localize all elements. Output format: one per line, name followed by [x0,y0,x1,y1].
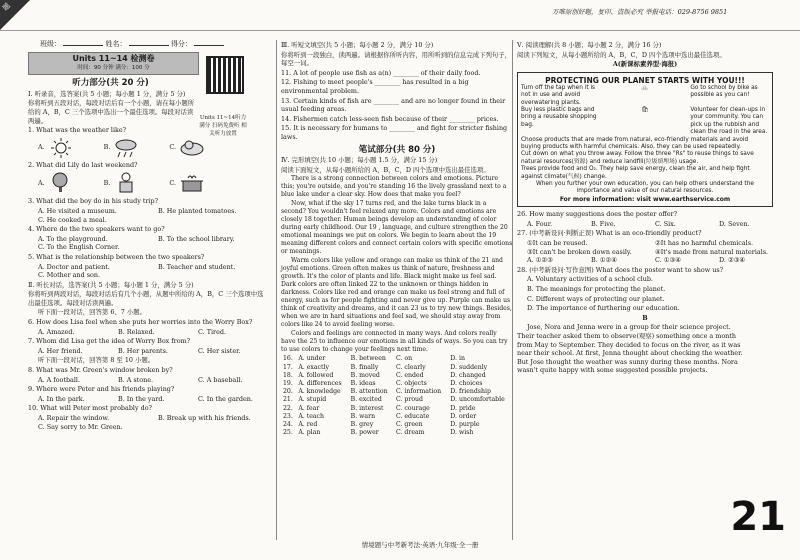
option[interactable]: A. knowledge [298,388,341,396]
cloze-option-row [281,380,513,388]
statement: ④It's made from natural materials. [655,247,769,256]
passage-a-label: A(新课标素养型·海报) [612,60,678,69]
cloze-paragraph: There is a strong connection between colors and emotions. Picture this; you're outside, and you're standing 16 the lively grassland next to a blue lake under a clear sky. How does that make you feel? [281,175,507,199]
option[interactable]: C. courage [395,404,430,412]
option[interactable]: B. The meanings for protecting the planet. [527,285,666,294]
top-bar [0,0,800,31]
option[interactable]: B. attention [350,388,388,396]
question-number: 23. [283,412,293,420]
option[interactable]: A. under [298,355,326,363]
question-number: 17. [283,363,293,371]
question-4-options [38,235,268,244]
tip-tap: Turn off the tap when it is not in use and avoid overwatering plants. [521,84,596,106]
question-2-pictures [38,172,268,194]
option-b-rain[interactable]: B. [104,138,140,158]
cloze-option-row [281,396,513,404]
question-6-options [38,328,268,337]
option[interactable]: C. proud [395,396,423,404]
question-number: 21. [283,396,293,404]
option[interactable]: C. Different ways of protecting our planet. [527,294,665,303]
question-7-options [38,347,268,356]
question-15: 15. It is necessary for humans to ________ and fight for stricter fishing laws. [281,124,508,141]
question-9: 9. Where were Peter and his friends playing? [28,385,175,394]
option[interactable]: C. He cooked a meal. [38,215,107,224]
cloze-option-row [281,372,513,380]
poster-row [521,85,769,107]
question-6: 6. How does Lisa feel when she puts her worries into the Worry Box? [28,318,253,327]
option[interactable]: A. Doctor and patient. [38,262,110,271]
option[interactable]: B. interest [350,404,384,412]
cooking-pot-icon [179,172,205,194]
option[interactable]: B. moved [350,371,380,379]
option-c-cooking[interactable]: C. [169,172,205,194]
section-2-sub1: 听下面一段对话，回答第 6、7 小题。 [38,308,147,317]
poster-title: PROTECTING OUR PLANET STARTS WITH YOU!!! [545,75,745,85]
option[interactable]: C. dream [395,429,425,437]
tip-trees: Trees provide food and O₂. They help save energy, clean the air, and help fight against climate(气候) change. [521,166,750,180]
question-27-statements [527,239,773,248]
question-14: 14. Fishermen catch less-seen fish because of their ________ prices. [281,114,499,123]
tip-education: When you further your own education, you can help others understand the importance and value of our natural resources. [536,181,754,195]
option[interactable]: B. Five. [591,219,616,228]
question-3-options [38,207,268,216]
question-1-pictures [38,138,268,158]
statement: ①It can be reused. [527,239,588,248]
section-3-title: Ⅲ. 听短文填空(共 5 小题；每小题 2 分，满分 10 分) [281,41,434,49]
page-number: 21 [730,494,786,540]
option[interactable]: B. A stone. [118,375,154,384]
option[interactable]: A. Four. [527,219,553,228]
option[interactable]: D. changed [450,371,486,379]
option[interactable]: B. In the yard. [118,394,165,403]
cloze-options-table [281,355,513,437]
question-number: 16. [283,355,293,363]
option[interactable]: A. He visited a museum. [38,206,117,215]
option[interactable]: D. friendship [450,388,491,396]
question-10-options-row2 [38,423,268,432]
option[interactable]: B. Relaxed. [118,327,155,336]
option[interactable]: C. objects [395,379,427,387]
tip-bags: Buy less plastic bags and bring a reusable shopping bag. [521,107,597,128]
plant-tree-icon [48,172,74,194]
question-28: 28. (中考新设问·写作意图) What does the poster want to show us? [517,265,724,274]
cloze-option-row [281,388,513,396]
question-3-options-row2 [38,216,268,225]
option[interactable]: C. educate [395,412,430,420]
option[interactable]: A. teach [298,412,325,420]
statement: ③It can't be broken down easily. [527,247,632,256]
section-2-sub2: 听下面一段对话，回答第 8 至 10 小题。 [38,356,155,365]
qr-code-icon[interactable] [206,56,244,94]
question-26-options [527,220,773,229]
student-info [40,39,224,49]
question-4-options-row2 [38,243,268,252]
cloud-icon [179,138,205,158]
column-middle [281,40,513,437]
name-field: 姓名： [105,40,127,48]
passage-b-label: B [642,313,648,322]
score-field: 得分： [170,40,192,48]
question-1: 1. What was the weather like? [28,126,127,135]
section-4-instructions: 阅读下面短文，从每小题所给的 A，B，C，D 四个选项中选出最佳选项。 [281,165,490,174]
option[interactable]: B. ideas [350,379,376,387]
option[interactable]: D. choices [450,379,483,387]
option[interactable]: B. power [350,429,379,437]
poster-row [521,107,769,137]
option[interactable]: B. finally [350,363,379,371]
question-4: 4. Where do the two speakers want to go? [28,225,165,234]
option-a-sun[interactable]: A. [38,138,74,158]
test-banner [28,52,199,75]
option-b-reading[interactable]: B. [104,172,140,194]
question-7: 7. Whom did Lisa get the idea of Worry Box from? [28,337,191,346]
option[interactable]: C. ended [395,371,424,379]
section-5-instructions: 阅读下列短文，从每小题所给的 A，B，C，D 四个选项中选出最佳选项。 [517,50,726,59]
option[interactable]: B. grey [350,420,374,428]
question-26: 26. How many suggestions does the poster offer? [517,210,678,219]
option[interactable]: C. Tired. [198,327,226,336]
option[interactable]: D. The importance of furthering our education. [527,304,680,313]
question-11: 11. A lot of people use fish as a(n) ________ of their daily food. [281,68,481,77]
column-left [28,52,268,431]
question-8-options [38,376,268,385]
option[interactable]: A. Repair the window. [38,414,110,422]
question-10-options [38,414,268,423]
banner-subtitle: 时间：90 分钟 满分：100 分 [77,64,150,71]
cloze-paragraph: Now, what if the sky 17 turns red, and the lake turns black in a second? You wouldn't feel relaxed any more. Colors and emotions are closely 18 together. Human beings develop an understanding of color during early childhood. Our 19 , language, and culture strengthen the 20 emotional meanings we put on colors. We begin to learn about the 19 meaning different colors and connect certain colors with specific emotions or meanings. [281,200,513,256]
option[interactable]: D. wish [450,429,474,437]
option[interactable]: C. Her sister. [198,346,241,355]
tip-products: Choose products that are made from natural, eco-friendly materials and avoid buying products with harmful chemicals. Also, they can be used repeatedly. [521,136,749,151]
question-number: 19. [283,379,293,387]
cloze-option-row [281,413,513,421]
question-5: 5. What is the relationship between the two speakers? [28,252,205,261]
section-3-instructions: 你将听到一段独白，读两遍。请根据你所听内容，用所听到的信息完成下列句子，每空一词。 [281,50,512,68]
listening-heading: 听力部分(共 20 分) [72,78,149,89]
question-number: 18. [283,371,293,379]
question-10: 10. What will Peter most probably do? [28,404,152,413]
option[interactable]: D. in [450,355,465,363]
question-number: 25. [283,429,293,437]
cloze-paragraph: Colors and feelings are connected in many ways. And colors really have the 25 to influence our emotions in all kinds of ways. So you can try to use colors to change your feelings next time. [281,330,508,354]
option[interactable]: A. A football. [38,375,80,384]
option[interactable]: B. warn [350,412,376,420]
option[interactable]: C. clearly [395,363,426,371]
section-1-instructions: 你将听到五段对话，每段对话后有一个小题，请在每小题所给的 A，B，C 三个选项中选出一个最佳选项。每段对话读两遍。 [28,99,195,125]
question-5-options-row2 [38,271,268,280]
question-5-options [38,263,268,272]
option[interactable]: C. on [395,355,413,363]
question-27: 27. (中考新设问·判断正误) What is an eco-friendly product? [517,229,702,238]
poster-info-link[interactable]: For more information: visit www.earthservice.com [559,195,731,203]
column-divider [276,40,277,540]
cloze-option-row [281,355,513,363]
cloze-option-row [281,405,513,413]
question-12: 12. Fishing to meet people's ________ has resulted in a big environmental problem. [281,78,469,95]
option[interactable]: A. Amazed. [38,327,75,336]
rain-cloud-icon [113,138,139,158]
option[interactable]: A. ①②③ [527,256,553,265]
option[interactable]: A. stupid [298,396,327,404]
question-8: 8. What was Mr. Green's window broken by? [28,366,173,375]
option[interactable]: C. A baseball. [198,375,243,384]
section-4-title: Ⅳ. 完形填空(共 10 小题；每小题 1.5 分，满分 15 分) [281,156,438,165]
question-2: 2. What did Lily do last weekend? [28,160,138,169]
option[interactable]: C. information [395,388,442,396]
option[interactable]: D. purple [450,420,480,428]
option[interactable]: A. To the playground. [38,234,108,243]
cloze-option-row [281,364,513,372]
passage-b-text: Jose, Nora and Jenna were in a group for their science project. Their teacher asked them to observe(观察) something once a month from May to September. They decided to focus on the river, as it was near their school. At first, Jenna thought about checking the weather. But Jose thought the weather was sunny during these months. Nora wasn't quite happy with some suggested possible projects. [517,323,743,375]
option[interactable]: A. plan [298,429,321,437]
environment-poster [517,72,773,208]
option[interactable]: C. ①③④ [655,256,681,265]
option[interactable]: B. To the school library. [158,234,235,243]
banner-title: Units 11~14 检测卷 [72,54,155,63]
section-5-title: Ⅴ. 阅读理解(共 8 小题；每小题 2 分，满分 16 分) [517,41,662,49]
section-2-title: Ⅱ. 听长对话，选答案(共 5 小题；每小题 1 分，满分 5 分) [28,280,194,289]
shopping-bag-icon: 🛍 [641,107,649,113]
option[interactable]: A. exactly [298,363,329,371]
option[interactable]: C. Mother and son. [38,271,100,280]
statement: ②It has no harmful chemicals. [655,239,754,248]
question-3: 3. What did the boy do in his study trip? [28,197,159,206]
option[interactable]: D. Seven. [719,219,750,228]
tip-volunteer: Volunteer for clean-ups in your community. You can pick up the rubbish and clean the road in the area. [690,107,768,136]
option-a-plant[interactable]: A. [38,172,74,194]
option-c-cloud[interactable]: C. [169,138,205,158]
question-number: 20. [283,388,293,396]
cloze-option-row [281,429,513,437]
cloze-paragraph: Warm colors like yellow and orange can make us think of the 21 and joyful emotions. Green often makes us think of nature, freshness and growth. It's the color of plants and life. Black might make us feel sad. Dark colors are often linked 22 to the unknown or things hidden in darkness. Colors like red and orange can make us feel strong and full of energy, such as for people fighting and never give up. Purple can make us think of creativity and dreams, and it can 23 us to try new things. Besides, when we are in hard situations and feel sad, we should stay away from colors like 24 to avoid feeling worse. [281,257,512,329]
option[interactable]: B. Teacher and student. [158,262,236,271]
option[interactable]: A. followed [298,371,334,379]
question-27-statements-row2 [527,248,773,257]
section-1-title: Ⅰ. 听录音，选答案(共 5 小题；每小题 1 分，满分 5 分) [28,89,186,98]
option[interactable]: D. suddenly [450,363,488,371]
class-field: 班级： [40,40,61,48]
corner-text: 题 [1,1,12,13]
option[interactable]: C. Six. [655,219,676,228]
option[interactable]: C. Say sorry to Mr. Green. [38,422,123,431]
column-right [517,40,773,376]
option[interactable]: B. Break up with his friends. [158,414,251,422]
option[interactable]: D. uncomfortable [450,396,505,404]
option[interactable]: D. order [450,412,477,420]
option[interactable]: C. In the garden. [198,394,253,403]
option[interactable]: B. excited [350,396,382,404]
qr-caption: Units 11~14听力满分 扫码免费听 相关听力放置 [199,115,247,137]
option[interactable]: B. ①②④ [591,256,617,265]
option[interactable]: C. To the English Corner. [38,243,120,252]
option[interactable]: A. In the park. [38,394,85,403]
option[interactable]: B. between [350,355,386,363]
option[interactable]: A. fear [298,404,320,412]
girl-reading-icon [113,172,139,194]
question-number: 24. [283,420,293,428]
footer: 情境题与中考新考法·英语·九年级·全一册 [361,541,479,549]
written-heading: 笔试部分(共 80 分) [358,144,436,155]
option[interactable]: A. Voluntary activities of a school club. [527,275,653,284]
question-number: 22. [283,404,293,412]
option[interactable]: B. He planted tomatoes. [158,206,237,215]
question-13: 13. Certain kinds of fish are ________ and are no longer found in their usual feeding areas. [281,96,506,114]
option[interactable]: A. differences [298,379,342,387]
section-2-instructions: 你将听到两段对话，每段对话后有几个小题，从题中所给的 A，B，C 三个选项中选出最佳选项。每段对话读两遍。 [28,290,264,307]
option[interactable]: D. pride [450,404,476,412]
bike-icon: 🚲 [641,84,649,91]
tip-reduce: Cut down on what you throw away. Follow the three "Rs" to reuse things to save natural resources(资源) and reduce landfill(垃圾填埋场) usage. [521,151,754,165]
option[interactable]: A. Her friend. [38,346,83,355]
cloze-option-row [281,421,513,429]
tip-bike: Go to school by bike as possible as you can! [690,84,758,99]
question-9-options [38,395,268,404]
copyright-notice: 万唯原创好题，复印、盗版必究 举报电话：029-8756 9851 [552,8,728,16]
question-27-options [527,256,773,265]
option[interactable]: D. ②③④ [719,256,746,265]
option[interactable]: C. green [395,420,423,428]
option[interactable]: A. red [298,420,318,428]
option[interactable]: B. Her parents. [118,346,168,355]
sun-icon [48,138,74,158]
